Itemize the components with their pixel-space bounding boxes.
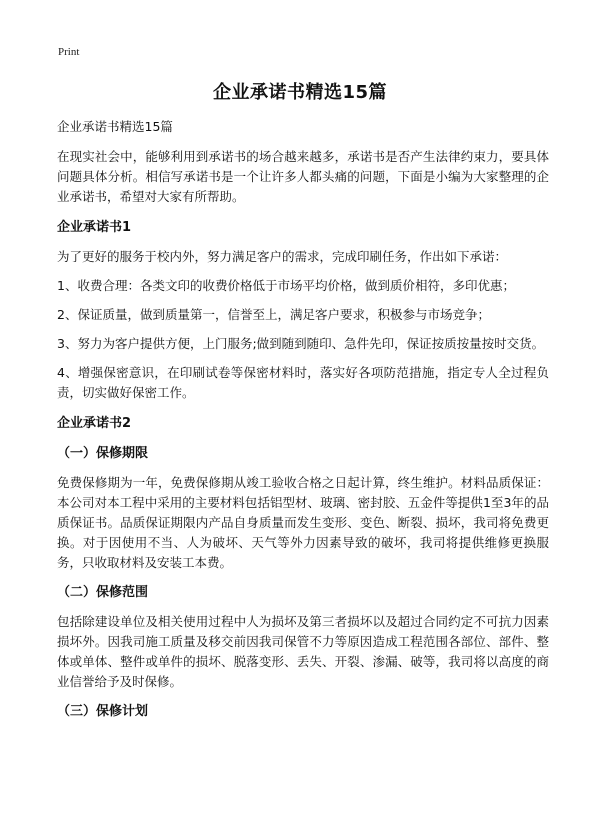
document-body	[57, 118, 549, 731]
section-2-heading: 企业承诺书2	[57, 416, 132, 431]
section-1-paragraph: 为了更好的服务于校内外，努力满足客户的需求，完成印刷任务，作出如下承诺：	[57, 249, 508, 264]
warranty-plan-heading: （三）保修计划	[57, 704, 149, 719]
intro-paragraph: 在现实社会中，能够利用到承诺书的场合越来越多，承诺书是否产生法律约束力，要具体问题具体分析。相信写承诺书是一个让许多人都头痛的问题，下面是小编为大家整理的企业承诺书，希望对大家有所帮助。	[57, 149, 549, 204]
section-1-item-3: 3、努力为客户提供方便，上门服务;做到随到随印、急件先印，保证按质按量按时交货。	[57, 336, 545, 351]
warranty-period-paragraph: 免费保修期为一年，免费保修期从竣工验收合格之日起计算，终生维护。材料品质保证：本公司对本工程中采用的主要材料包括铝型材、玻璃、密封胶、五金件等提供1至3年的品质保证书。品质保证期限内产品自身质量而发生变形、变色、断裂、损坏，我司将免费更换。对于因使用不当、人为破坏、天气等外力因素导致的破坏，我司将提供维修更换服务，只收取材料及安装工本费。	[57, 475, 549, 570]
section-1-item-1: 1、收费合理：各类文印的收费价格低于市场平均价格，做到质价相符，多印优惠；	[57, 278, 515, 293]
document-title: 企业承诺书精选15篇	[212, 82, 388, 103]
warranty-period-heading: （一）保修期限	[57, 446, 149, 461]
print-label[interactable]: Print	[58, 46, 80, 58]
section-1-heading: 企业承诺书1	[57, 220, 132, 235]
section-1-item-2: 2、保证质量，做到质量第一，信誉至上，满足客户要求，积极参与市场竞争；	[57, 307, 490, 322]
warranty-scope-paragraph: 包括除建设单位及相关使用过程中人为损坏及第三者损坏以及超过合同约定不可抗力因素损坏外。因我司施工质量及移交前因我司保管不力等原因造成工程范围各部位、部件、整体或单体、整件或单件的损坏、脱落变形、丢失、开裂、渗漏、破等，我司将以高度的商业信誉给予及时保修。	[57, 614, 549, 689]
warranty-scope-heading: （二）保修范围	[57, 585, 149, 600]
document-subtitle: 企业承诺书精选15篇	[57, 119, 173, 134]
section-1-item-4: 4、增强保密意识，在印刷试卷等保密材料时，落实好各项防范措施，指定专人全过程负责，切实做好保密工作。	[57, 365, 549, 400]
